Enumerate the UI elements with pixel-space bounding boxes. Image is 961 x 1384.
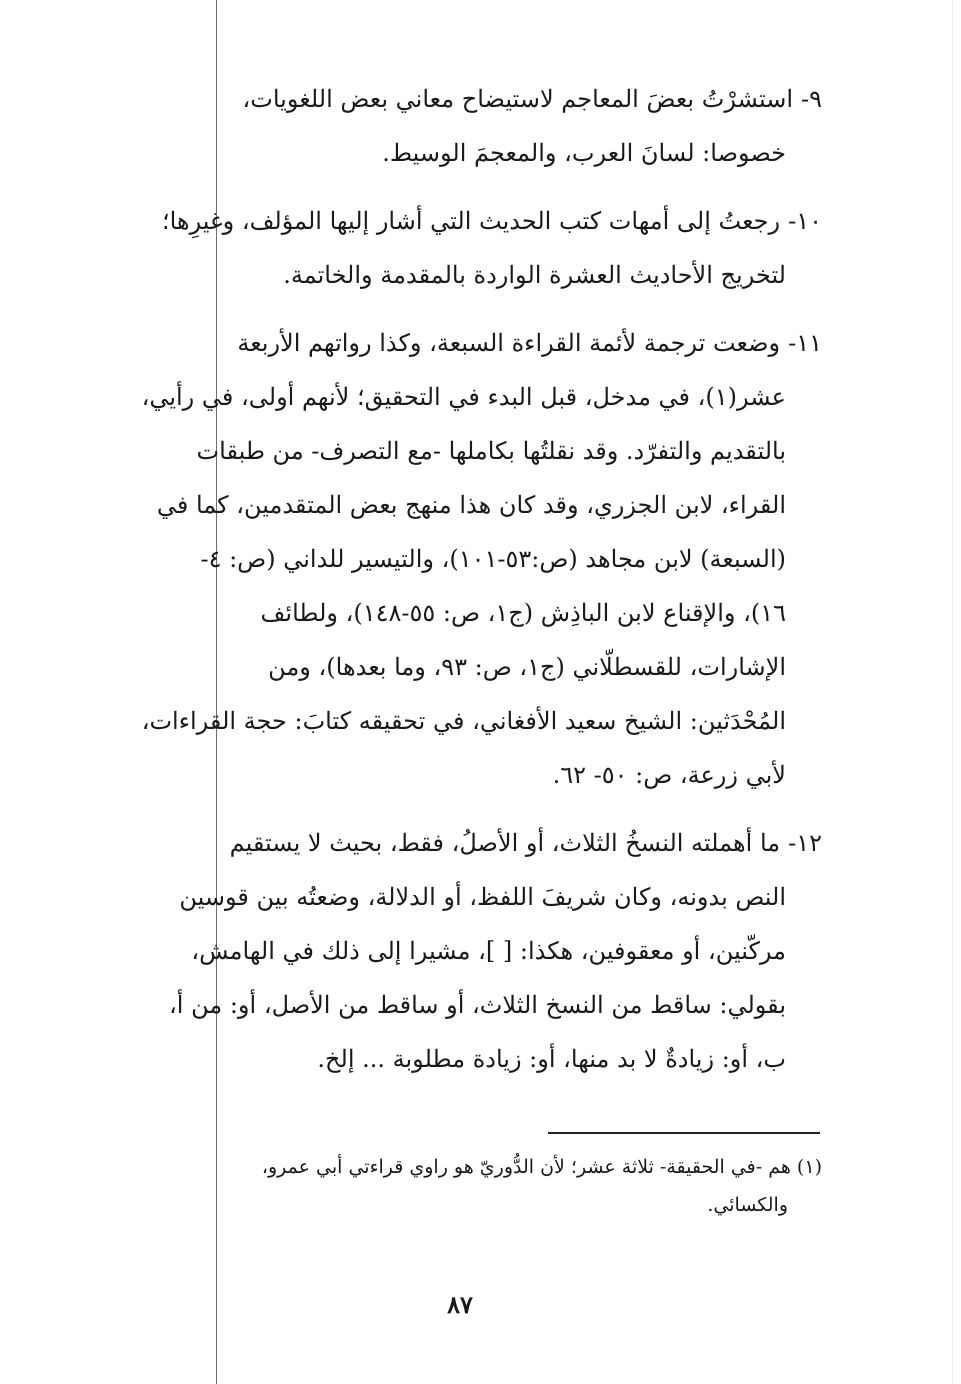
item-first-line: رجعتُ إلى أمهات كتب الحديث التي أشار إليها المؤلف، وغيرِها؛ [161, 207, 781, 235]
item-line: ١٦)، والإقناع لابن الباذِش (ج١، ص: ٥٥-١٤٨)، ولطائف [260, 599, 786, 627]
item-number: ١١- [788, 329, 822, 357]
footnote-line: (١) هم -في الحقيقة- ثلاثة عشر؛ لأن الدُّوريّ هو راوي قراءتي أبي عمرو، [261, 1156, 822, 1178]
item-line: خصوصا: لسانَ العرب، والمعجمَ الوسيط. [382, 139, 786, 167]
item-line: بالتقديم والتفرّد. وقد نقلتُها بكاملها -مع التصرف- من طبقات [196, 437, 786, 465]
list-item-12 [100, 816, 822, 1086]
item-line: لأبي زرعة، ص: ٥٠- ٦٢. [552, 761, 786, 789]
footnote-separator [548, 1132, 820, 1134]
scan-edge-line [952, 0, 953, 1384]
item-line: النص بدونه، وكان شريفَ اللفظ، أو الدلالة، وضعتُه بين قوسين [179, 883, 786, 911]
item-number: ٩- [801, 85, 822, 113]
item-line: بقولي: ساقط من النسخ الثلاث، أو ساقط من الأصل، أو: من أ، [169, 991, 786, 1019]
item-line: القراء، لابن الجزري، وقد كان هذا منهج بعض المتقدمين، كما في [156, 491, 786, 519]
item-line: المُحْدَثين: الشيخ سعيد الأفغاني، في تحقيقه كتابَ: حجة القراءات، [141, 707, 786, 735]
list-item-11 [100, 316, 822, 802]
item-line: ب، أو: زيادةٌ لا بد منها، أو: زيادة مطلوبة ... إلخ. [317, 1045, 786, 1073]
footnote-line: والكسائي. [707, 1194, 788, 1216]
item-number: ١٠- [788, 207, 822, 235]
page-number: ٨٧ [447, 1290, 473, 1319]
item-first-line: استشرْتُ بعضَ المعاجم لاستيضاح معاني بعض اللغويات، [242, 85, 793, 113]
item-first-line: وضعت ترجمة لأئمة القراءة السبعة، وكذا رواتهم الأربعة [237, 329, 781, 357]
item-line: مركّنين، أو معقوفين، هكذا: [ ]، مشيرا إلى ذلك في الهامش، [191, 937, 786, 965]
item-line: (السبعة) لابن مجاهد (ص:٥٣-١٠١)، والتيسير للداني (ص: ٤- [200, 545, 786, 573]
item-line: عشر(١)، في مدخل، قبل البدء في التحقيق؛ لأنهم أولى، في رأيي، [141, 383, 786, 411]
item-number: ١٢- [788, 829, 822, 857]
list-item-9 [100, 72, 822, 180]
item-line: الإشارات، للقسطلّاني (ج١، ص: ٩٣، وما بعدها)، ومن [268, 653, 786, 681]
item-line: لتخريج الأحاديث العشرة الواردة بالمقدمة والخاتمة. [283, 261, 786, 289]
list-item-10 [100, 194, 822, 302]
item-first-line: ما أهملته النسخُ الثلاث، أو الأصلُ، فقط، بحيث لا يستقيم [229, 829, 781, 857]
footnote [100, 1148, 822, 1224]
main-text [100, 72, 822, 1100]
